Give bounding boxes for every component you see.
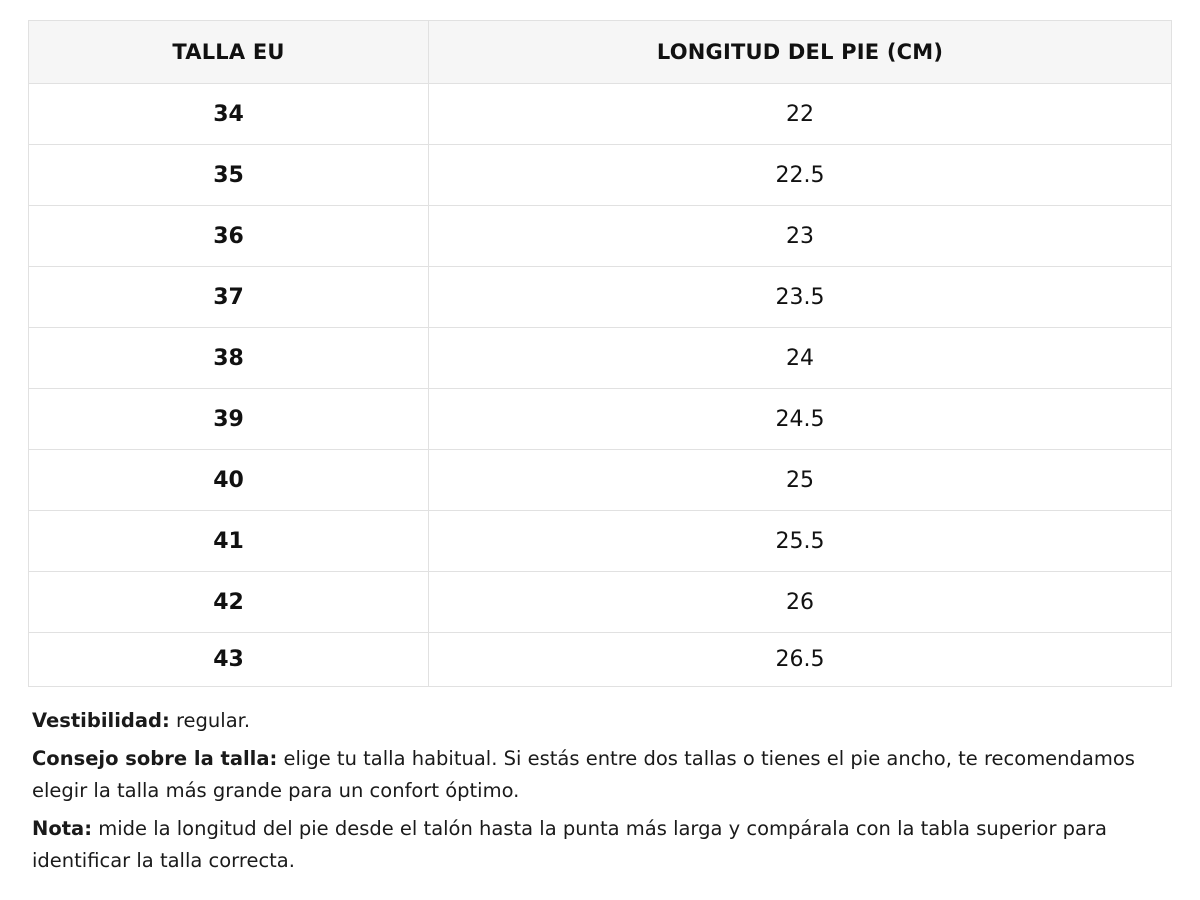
length-cell: 22.5	[429, 145, 1172, 206]
length-cell: 26.5	[429, 633, 1172, 687]
table-row	[29, 572, 1172, 633]
size-cell: 37	[29, 267, 429, 328]
size-advice-note	[32, 743, 1172, 807]
length-cell: 23.5	[429, 267, 1172, 328]
table-header-row	[29, 21, 1172, 84]
size-cell: 42	[29, 572, 429, 633]
header-foot-length: LONGITUD DEL PIE (CM)	[429, 21, 1172, 84]
table-row	[29, 206, 1172, 267]
size-advice-label: Consejo sobre la talla:	[32, 747, 278, 770]
fit-text: regular.	[175, 709, 251, 732]
length-cell: 23	[429, 206, 1172, 267]
size-cell: 39	[29, 389, 429, 450]
measure-note-label: Nota:	[32, 817, 92, 840]
length-cell: 26	[429, 572, 1172, 633]
length-cell: 22	[429, 84, 1172, 145]
length-cell: 25.5	[429, 511, 1172, 572]
table-body	[29, 84, 1172, 687]
size-cell: 38	[29, 328, 429, 389]
size-cell: 34	[29, 84, 429, 145]
size-cell: 41	[29, 511, 429, 572]
length-cell: 24.5	[429, 389, 1172, 450]
header-size-eu: TALLA EU	[29, 21, 429, 84]
table-row	[29, 511, 1172, 572]
table-row	[29, 389, 1172, 450]
size-notes	[32, 705, 1172, 883]
table-row	[29, 450, 1172, 511]
size-cell: 35	[29, 145, 429, 206]
measure-note	[32, 813, 1172, 877]
table-row	[29, 267, 1172, 328]
size-cell: 40	[29, 450, 429, 511]
length-cell: 24	[429, 328, 1172, 389]
table-header	[29, 21, 1172, 84]
table-row	[29, 328, 1172, 389]
table-row	[29, 84, 1172, 145]
size-cell: 36	[29, 206, 429, 267]
fit-note	[32, 705, 1172, 737]
table-row	[29, 633, 1172, 687]
table-row	[29, 145, 1172, 206]
length-cell: 25	[429, 450, 1172, 511]
size-cell: 43	[29, 633, 429, 687]
size-chart-table	[28, 20, 1172, 687]
size-advice-text: elige tu talla habitual. Si estás entre dos tallas o tienes el pie ancho, te recomendamos elegir la talla más grande para un confort óptimo.	[32, 747, 1135, 802]
fit-label: Vestibilidad:	[32, 709, 170, 732]
measure-note-text: mide la longitud del pie desde el talón hasta la punta más larga y compárala con la tabla superior para identificar la talla correcta.	[32, 817, 1107, 872]
